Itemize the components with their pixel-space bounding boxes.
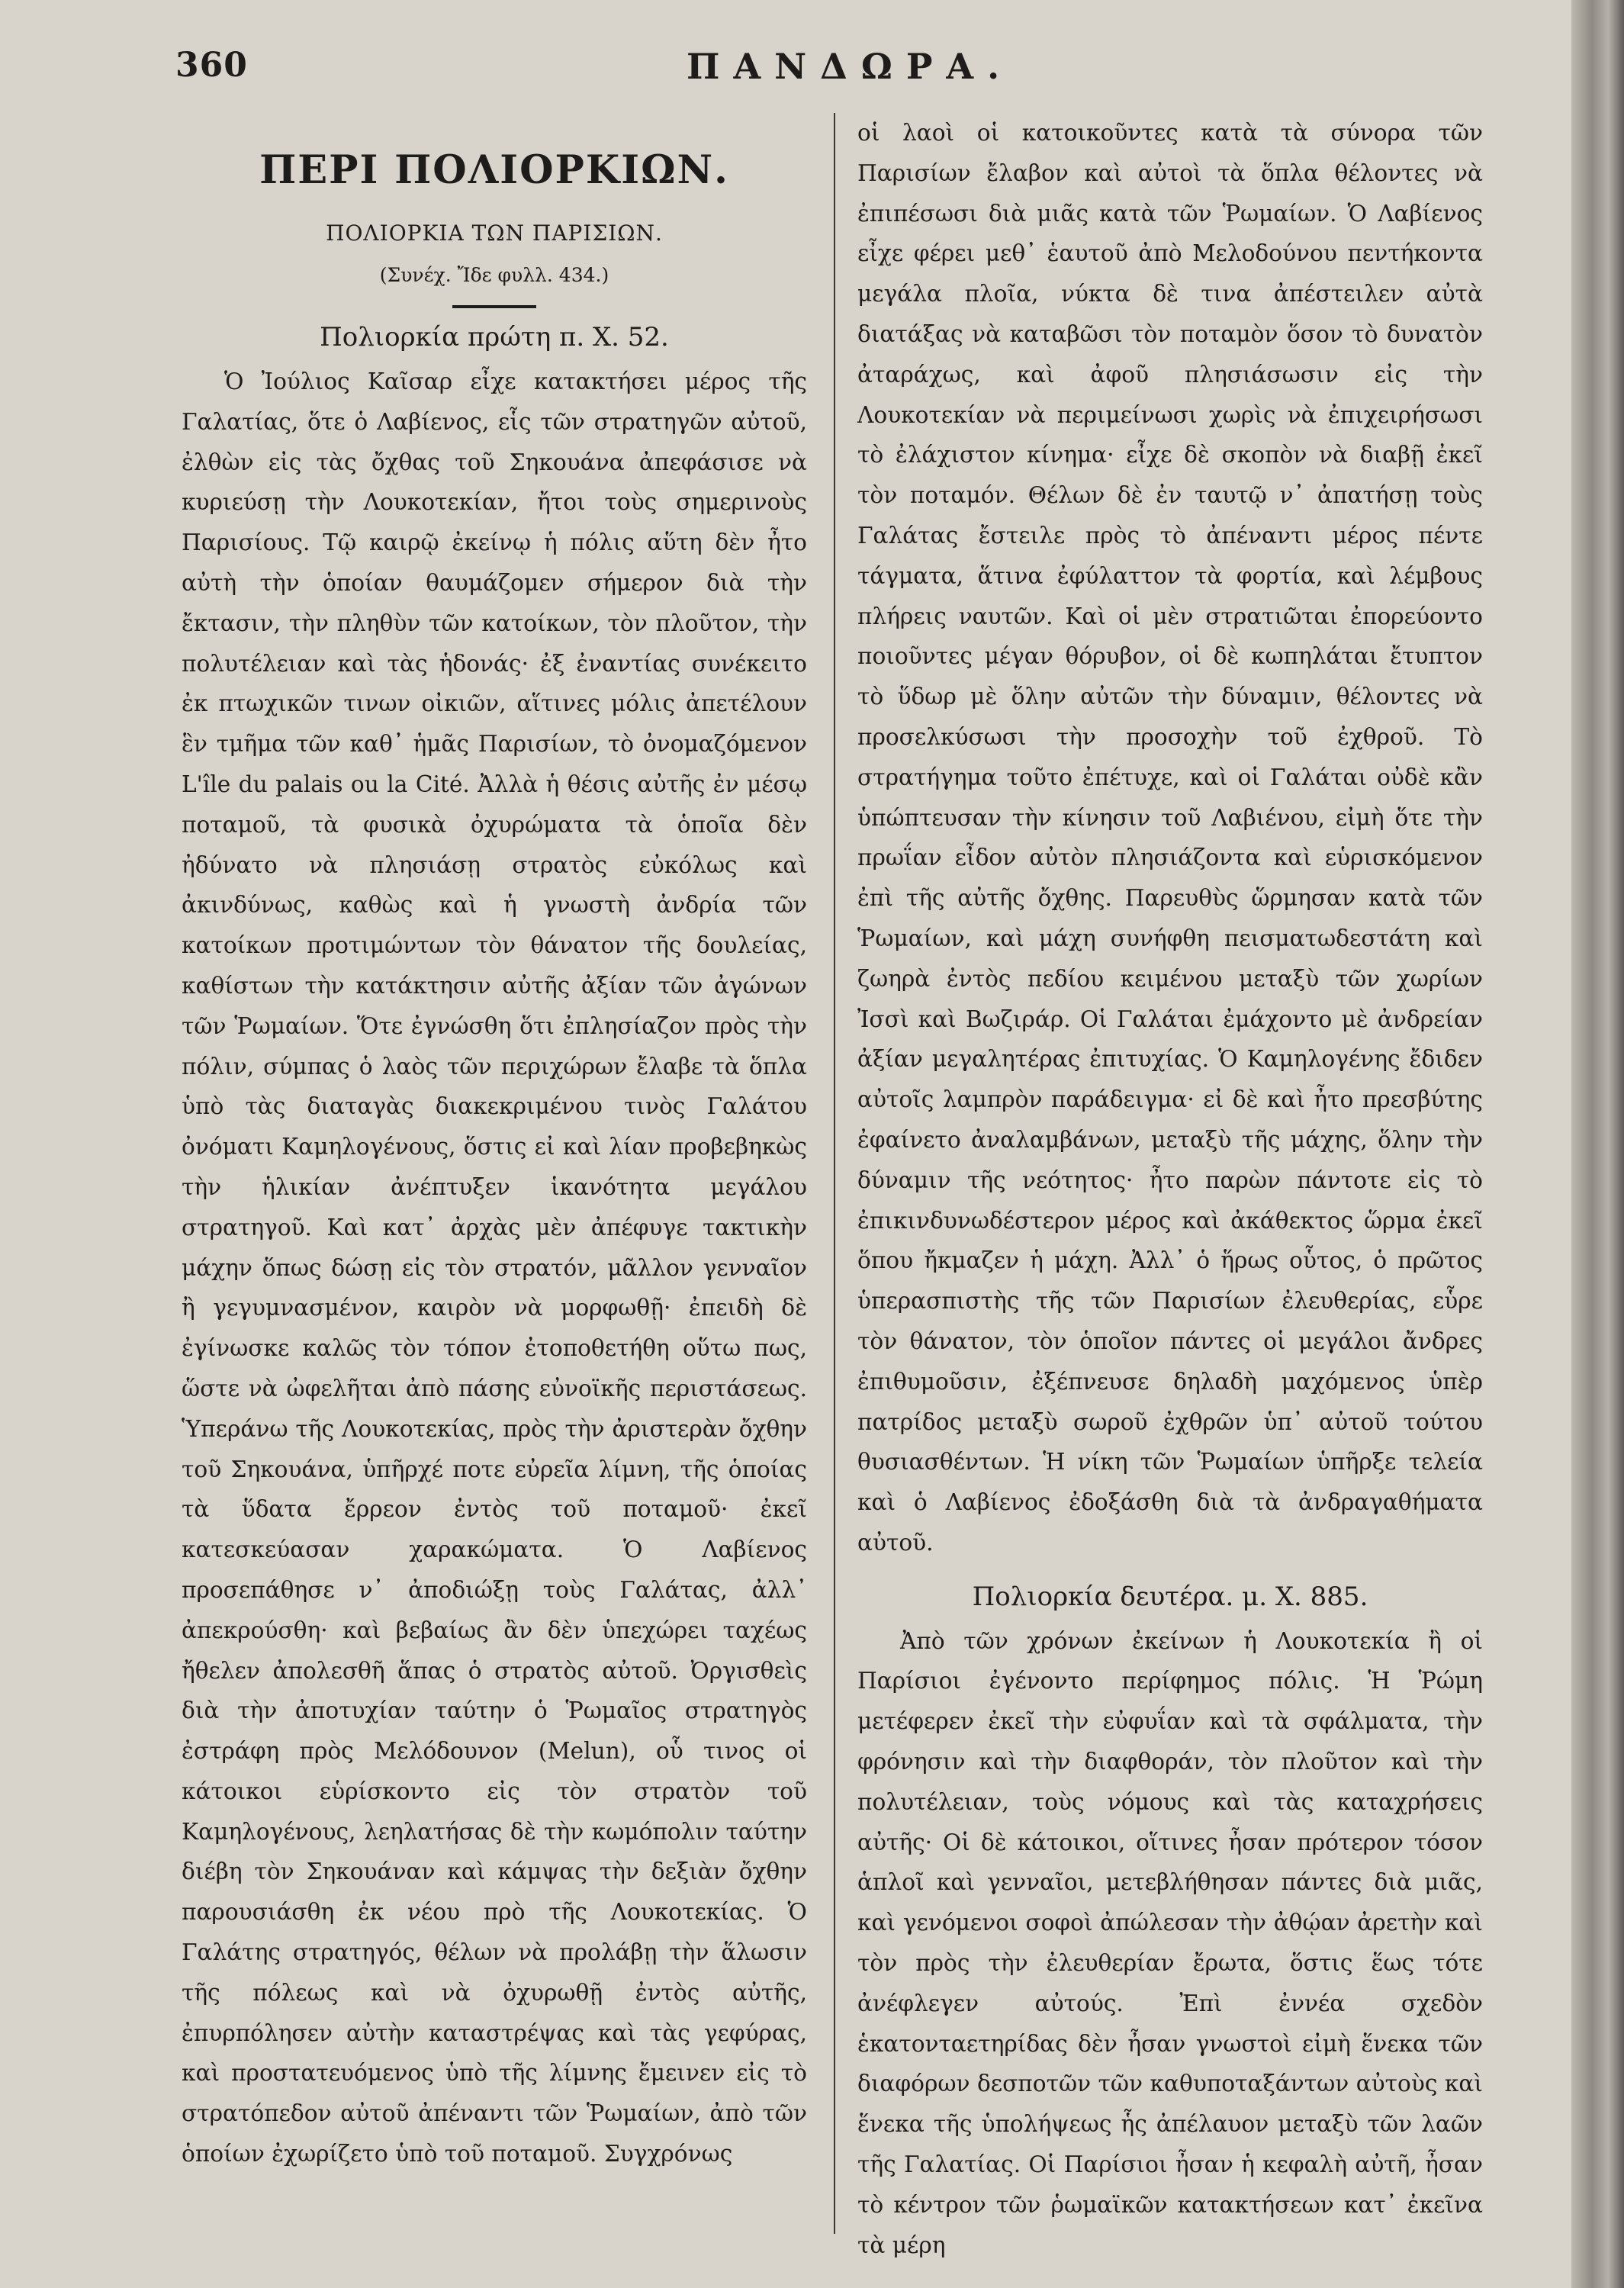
left-column: [182, 113, 807, 2174]
section-heading-first-siege: Πολιορκία πρώτη π. Χ. 52.: [320, 322, 669, 352]
page-edge: [1571, 0, 1624, 2288]
section-heading-second-siege: Πολιορκία δευτέρα. μ. Χ. 885.: [972, 1581, 1368, 1612]
article-title: ΠΕΡΙ ΠΟΛΙΟΡΚΙΩΝ.: [259, 147, 729, 193]
article-subtitle: ΠΟΛΙΟΡΚΙΑ ΤΩΝ ΠΑΡΙΣΙΩΝ.: [326, 220, 663, 246]
running-title: ΠΑΝΔΩΡΑ.: [687, 46, 1014, 87]
right-column: [857, 113, 1483, 2265]
page-header: [0, 46, 1571, 99]
page-number: 360: [175, 46, 248, 85]
column-divider: [834, 113, 835, 2234]
title-rule: [452, 305, 536, 308]
paragraph: Ὁ Ἰούλιος Καῖσαρ εἶχε κατακτήσει μέρος τῆς Γαλατίας, ὅτε ὁ Λαβίενος, εἷς τῶν στρατηγῶν αὐτοῦ, ἐλθὼν εἰς τὰς ὄχθας τοῦ Σηκουάνα ἀπεφάσισε νὰ κυριεύσῃ τὴν Λουκοτεκίαν, ἤτοι τοὺς σημερινοὺς Παρισίους. Τῷ καιρῷ ἐκείνῳ ἡ πόλις αὕτη δὲν ἦτο αὐτὴ τὴν ὁποίαν θαυμάζομεν σήμερον διὰ τὴν ἔκτασιν, τὴν πληθὺν τῶν κατοίκων, τὸν πλοῦτον, τὴν πολυτέλειαν καὶ τὰς ἡδονάς· ἐξ ἐναντίας συνέκειτο ἐκ πτωχικῶν τινων οἰκιῶν, αἵτινες μόλις ἀπετέλουν ἓν τμῆμα τῶν καθ᾽ ἡμᾶς Παρισίων, τὸ ὀνομαζόμενον L'île du palais ou la Cité. Ἀλλὰ ἡ θέσις αὐτῆς ἐν μέσῳ ποταμοῦ, τὰ φυσικὰ ὀχυρώματα τὰ ὁποῖα δὲν ἠδύνατο νὰ πλησιάσῃ στρατὸς εὐκόλως καὶ ἀκινδύνως, καθὼς καὶ ἡ γνωστὴ ἀνδρία τῶν κατοίκων προτιμώντων τὸν θάνατον τῆς δουλείας, καθίστων τὴν κατάκτησιν αὐτῆς ἀξίαν τῶν ἀγώνων τῶν Ῥωμαίων. Ὅτε ἐγνώσθη ὅτι ἐπλησίαζον πρὸς τὴν πόλιν, σύμπας ὁ λαὸς τῶν περιχώρων ἔλαβε τὰ ὅπλα ὑπὸ τὰς διαταγὰς διακεκριμένου τινὸς Γαλάτου ὀνόματι Καμηλογένους, ὅστις εἰ καὶ λίαν προβεβηκὼς τὴν ἡλικίαν ἀνέπτυξεν ἱκανότητα μεγάλου στρατηγοῦ. Καὶ κατ᾽ ἀρχὰς μὲν ἀπέφυγε τακτικὴν μάχην ὅπως δώσῃ εἰς τὸν στρατόν, μᾶλλον γενναῖον ἢ γεγυμνασμένον, καιρὸν νὰ μορφωθῇ· ἐπειδὴ δὲ ἐγίνωσκε καλῶς τὸν τόπον ἐτοποθετήθη οὕτω πως, ὥστε νὰ ὠφελῆται ἀπὸ πάσης εὐνοϊκῆς περιστάσεως. Ὑπεράνω τῆς Λουκοτεκίας, πρὸς τὴν ἀριστερὰν ὄχθην τοῦ Σηκουάνα, ὑπῆρχέ ποτε εὐρεῖα λίμνη, τῆς ὁποίας τὰ ὕδατα ἔρρεον ἐντὸς τοῦ ποταμοῦ· ἐκεῖ κατεσκεύασαν χαρακώματα. Ὁ Λαβίενος προσεπάθησε ν᾽ ἀποδιώξῃ τοὺς Γαλάτας, ἀλλ᾽ ἀπεκρούσθη· καὶ βεβαίως ἂν δὲν ὑπεχώρει ταχέως ἤθελεν ἀπολεσθῆ ἅπας ὁ στρατὸς αὐτοῦ. Ὀργισθεὶς διὰ τὴν ἀποτυχίαν ταύτην ὁ Ῥωμαῖος στρατηγὸς ἐστράφη πρὸς Μελόδουνον (Melun), οὗ τινος οἱ κάτοικοι εὑρίσκοντο εἰς τὸν στρατὸν τοῦ Καμηλογένους, λεηλατήσας δὲ τὴν κωμόπολιν ταύτην διέβη τὸν Σηκουάναν καὶ κάμψας τὴν δεξιὰν ὄχθην παρουσιάσθη ἐκ νέου πρὸ τῆς Λουκοτεκίας. Ὁ Γαλάτης στρατηγός, θέλων νὰ προλάβῃ τὴν ἅλωσιν τῆς πόλεως καὶ νὰ ὀχυρωθῇ ἐντὸς αὐτῆς, ἐπυρπόλησεν αὐτὴν καταστρέψας καὶ τὰς γεφύρας, καὶ προστατευόμενος ὑπὸ τῆς λίμνης ἔμεινεν εἰς τὸ στρατόπεδον αὐτοῦ ἀπέναντι τῶν Ῥωμαίων, ἀπὸ τῶν ὁποίων ἐχωρίζετο ὑπὸ τοῦ ποταμοῦ. Συγχρόνως: [182, 368, 807, 2167]
continuation-note: (Συνέχ. Ἴδε φυλλ. 434.): [379, 264, 609, 286]
paragraph: οἱ λαοὶ οἱ κατοικοῦντες κατὰ τὰ σύνορα τῶν Παρισίων ἔλαβον καὶ αὐτοὶ τὰ ὅπλα θέλοντες νὰ ἐπιπέσωσι διὰ μιᾶς κατὰ τῶν Ῥωμαίων. Ὁ Λαβίενος εἶχε φέρει μεθ᾽ ἑαυτοῦ ἀπὸ Μελοδούνου πεντήκοντα μεγάλα πλοῖα, νύκτα δὲ τινα ἀπέστειλεν αὐτὰ διατάξας νὰ καταβῶσι τὸν ποταμὸν ὅσον τὸ δυνατὸν ἀταράχως, καὶ ἀφοῦ πλησιάσωσιν εἰς τὴν Λουκοτεκίαν νὰ περιμείνωσι χωρὶς νὰ ἐπιχειρήσωσι τὸ ἐλάχιστον κίνημα· εἶχε δὲ σκοπὸν νὰ διαβῇ ἐκεῖ τὸν ποταμόν. Θέλων δὲ ἐν ταυτῷ ν᾽ ἀπατήσῃ τοὺς Γαλάτας ἔστειλε πρὸς τὸ ἀπέναντι μέρος πέντε τάγματα, ἅτινα ἐφύλαττον τὰ φορτία, καὶ λέμβους πλήρεις ναυτῶν. Καὶ οἱ μὲν στρατιῶται ἐπορεύοντο ποιοῦντες μέγαν θόρυβον, οἱ δὲ κωπηλάται ἔτυπτον τὸ ὕδωρ μὲ ὅλην αὐτῶν τὴν δύναμιν, θέλοντες νὰ προσελκύσωσι τὴν προσοχὴν τοῦ ἐχθροῦ. Τὸ στρατήγημα τοῦτο ἐπέτυχε, καὶ οἱ Γαλάται οὐδὲ κἂν ὑπώπτευσαν τὴν κίνησιν τοῦ Λαβιένου, εἰμὴ ὅτε τὴν πρωΐαν εἶδον αὐτὸν πλησιάζοντα καὶ εὑρισκόμενον ἐπὶ τῆς αὐτῆς ὄχθης. Παρευθὺς ὥρμησαν κατὰ τῶν Ῥωμαίων, καὶ μάχη συνήφθη πεισματωδεστάτη καὶ ζωηρὰ ἐντὸς πεδίου κειμένου μεταξὺ τῶν χωρίων Ἰσσὶ καὶ Βωζιράρ. Οἱ Γαλάται ἐμάχοντο μὲ ἀνδρείαν ἀξίαν μεγαλητέρας ἐπιτυχίας. Ὁ Καμηλογένης ἔδιδεν αὐτοῖς λαμπρὸν παράδειγμα· εἰ δὲ καὶ ἦτο πρεσβύτης ἐφαίνετο ἀναλαμβάνων, μεταξὺ τῆς μάχης, ὅλην τὴν δύναμιν τῆς νεότητος· ἦτο παρὼν πάντοτε εἰς τὸ ἐπικινδυνωδέστερον μέρος καὶ ἀκάθεκτος ὥρμα ἐκεῖ ὅπου ἤκμαζεν ἡ μάχη. Ἀλλ᾽ ὁ ἥρως οὗτος, ὁ πρῶτος ὑπερασπιστὴς τῆς τῶν Παρισίων ἐλευθερίας, εὗρε τὸν θάνατον, τὸν ὁποῖον πάντες οἱ μεγάλοι ἄνδρες ἐπιθυμοῦσιν, ἐξέπνευσε δηλαδὴ μαχόμενος ὑπὲρ πατρίδος μεταξὺ σωροῦ ἐχθρῶν ὑπ᾽ αὐτοῦ τούτου θυσιασθέντων. Ἡ νίκη τῶν Ῥωμαίων ὑπῆρξε τελεία καὶ ὁ Λαβίενος ἐδοξάσθη διὰ τὰ ἀνδραγαθήματα αὐτοῦ.: [857, 120, 1483, 1556]
paragraph: Ἀπὸ τῶν χρόνων ἐκείνων ἡ Λουκοτεκία ἢ οἱ Παρίσιοι ἐγένοντο περίφημος πόλις. Ἡ Ῥώμη μετέφερεν ἐκεῖ τὴν εὐφυΐαν καὶ τὰ σφάλματα, τὴν φρόνησιν καὶ τὴν διαφθοράν, τὸν πλοῦτον καὶ τὴν πολυτέλειαν, τοὺς νόμους καὶ τὰς καταχρήσεις αὐτῆς· Οἱ δὲ κάτοικοι, οἵτινες ἦσαν πρότερον τόσον ἁπλοῖ καὶ γενναῖοι, μετεβλήθησαν πάντες διὰ μιᾶς, καὶ γενόμενοι σοφοὶ ἀπώλεσαν τὴν ἀθῴαν ἀρετὴν καὶ τὸν πρὸς τὴν ἐλευθερίαν ἔρωτα, ὅστις ἕως τότε ἀνέφλεγεν αὐτούς. Ἐπὶ ἐννέα σχεδὸν ἑκατονταετηρίδας δὲν ἦσαν γνωστοὶ εἰμὴ ἕνεκα τῶν διαφόρων δεσποτῶν τῶν καθυποταξάντων αὐτοὺς καὶ ἕνεκα τῆς ὑπολήψεως ἧς ἀπέλαυον μεταξὺ τῶν λαῶν τῆς Γαλατίας. Οἱ Παρίσιοι ἦσαν ἡ κεφαλὴ αὐτῆ, ἦσαν τὸ κέντρον τῶν ῥωμαϊκῶν κατακτήσεων κατ᾽ ἐκεῖνα τὰ μέρη: [857, 1627, 1483, 2258]
